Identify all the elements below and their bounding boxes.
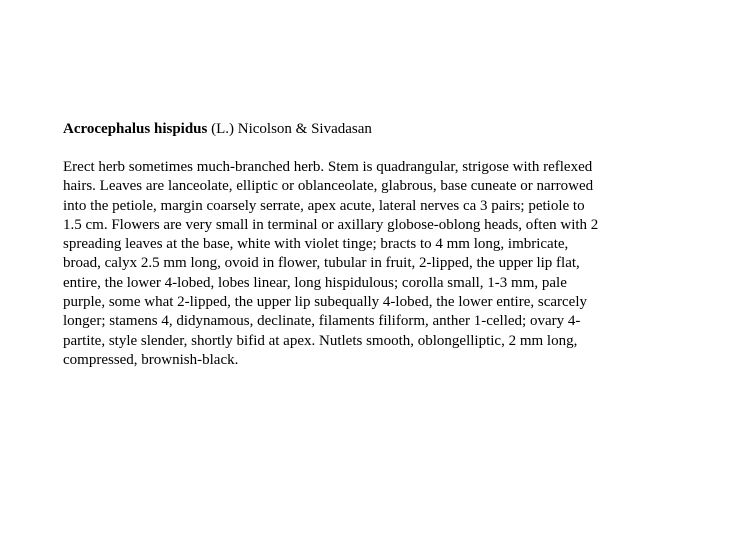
description-line: Erect herb sometimes much-branched herb. Stem is quadrangular, strigose with reflexed [63,159,593,175]
description-line: purple, some what 2-lipped, the upper lip subequally 4-lobed, the lower entire, scarcely [63,294,588,311]
species-description [63,158,673,370]
description-line: spreading leaves at the base, white with violet tinge; bracts to 4 mm long, imbricate, [63,236,569,253]
species-name: Acrocephalus hispidus [63,121,208,137]
description-line: entire, the lower 4-lobed, lobes linear, long hispidulous; corolla small, 1-3 mm, pale [63,274,567,291]
description-line: longer; stamens 4, didynamous, declinate, filaments filiform, anther 1-celled; ovary 4- [63,313,581,330]
description-line: hairs. Leaves are lanceolate, elliptic or oblanceolate, glabrous, base cuneate or narrowed [63,178,594,195]
description-line: compressed, brownish-black. [63,351,239,368]
species-authority: (L.) Nicolson & Sivadasan [211,121,372,137]
description-line: partite, style slender, shortly bifid at apex. Nutlets smooth, oblongelliptic, 2 mm long, [63,332,578,349]
description-line: broad, calyx 2.5 mm long, ovoid in flower, tubular in fruit, 2-lipped, the upper lip flat, [63,255,580,272]
species-heading [63,120,372,139]
description-line: into the petiole, margin coarsely serrate, apex acute, lateral nerves ca 3 pairs; petiole to [63,197,585,214]
description-line: 1.5 cm. Flowers are very small in terminal or axillary globose-oblong heads, often with 2 [63,216,599,233]
